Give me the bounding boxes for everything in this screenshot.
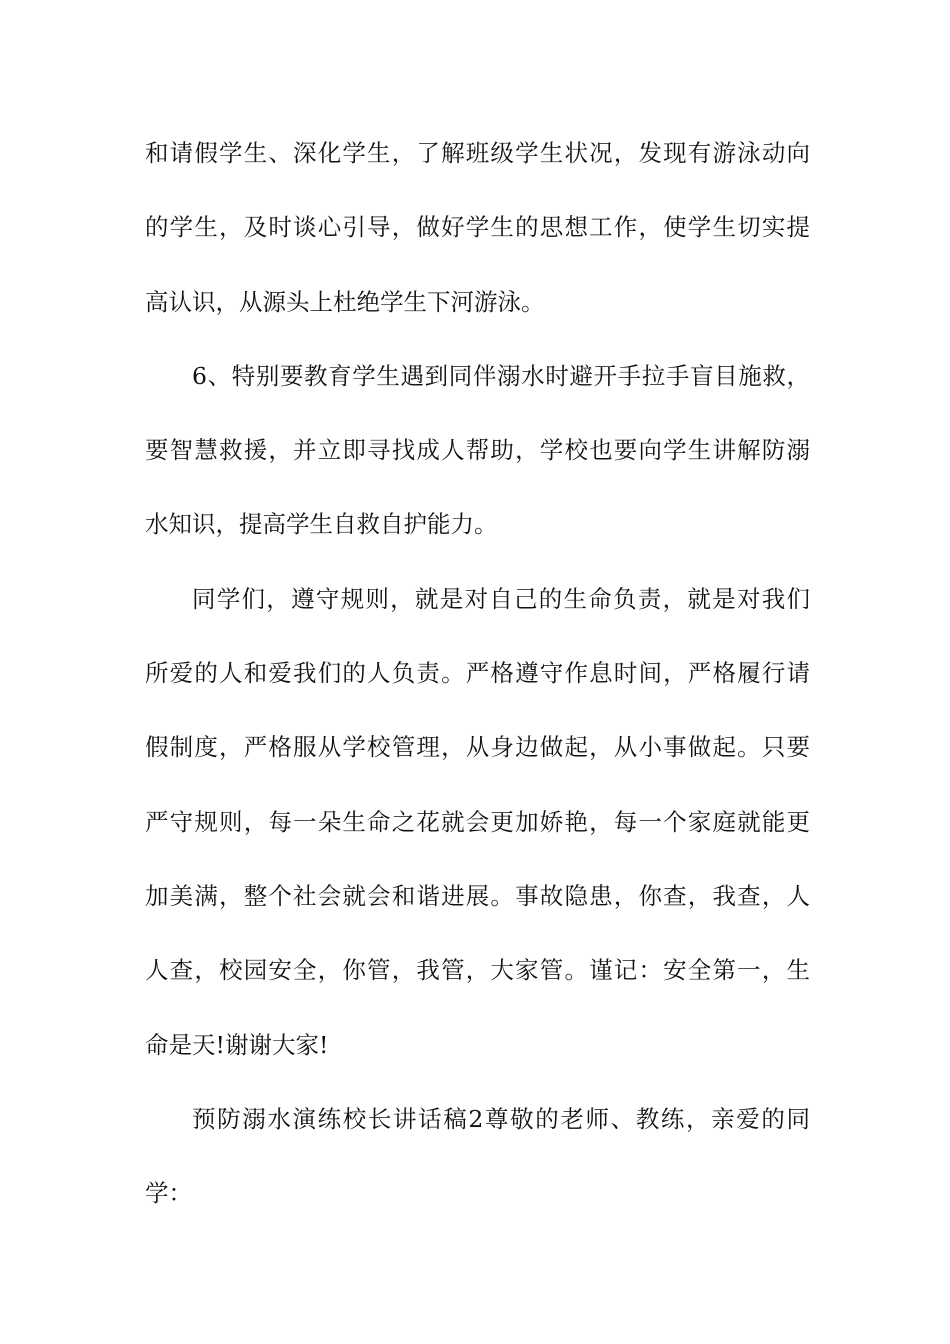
text-line: 高认识，从源头上杜绝学生下河游泳。 bbox=[145, 287, 545, 316]
text-line: 加美满，整个社会就会和谐进展。事故隐患，你查，我查，人 bbox=[145, 881, 810, 910]
text-line: 同学们，遵守规则，就是对自己的生命负责，就是对我们 bbox=[192, 584, 810, 613]
text-line: 所爱的人和爱我们的人负责。严格遵守作息时间，严格履行请 bbox=[145, 659, 810, 688]
text-line: 预防溺水演练校长讲话稿2尊敬的老师、教练，亲爱的同 bbox=[192, 1104, 810, 1133]
text-line: 学： bbox=[145, 1179, 192, 1208]
text-line: 命是天!谢谢大家! bbox=[145, 1030, 329, 1059]
document-body bbox=[145, 130, 810, 1244]
text-line: 严守规则，每一朵生命之花就会更加娇艳，每一个家庭就能更 bbox=[145, 807, 810, 836]
text-line: 要智慧救援，并立即寻找成人帮助，学校也要向学生讲解防溺 bbox=[145, 436, 810, 465]
text-line: 和请假学生、深化学生，了解班级学生状况，发现有游泳动向 bbox=[145, 139, 810, 167]
text-line: 假制度，严格服从学校管理，从身边做起，从小事做起。只要 bbox=[145, 733, 810, 762]
text-line: 的学生，及时谈心引导，做好学生的思想工作，使学生切实提 bbox=[145, 213, 810, 242]
text-line: 人查，校园安全，你管，我管，大家管。谨记：安全第一，生 bbox=[145, 956, 810, 985]
text-line: 水知识，提高学生自救自护能力。 bbox=[145, 510, 498, 539]
text-line: 6、特别要教育学生遇到同伴溺水时避开手拉手盲目施救， bbox=[192, 361, 810, 390]
